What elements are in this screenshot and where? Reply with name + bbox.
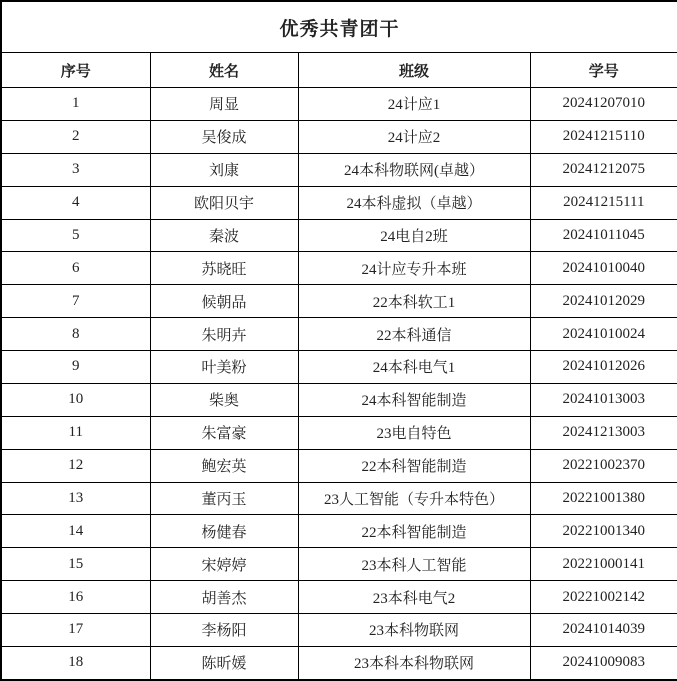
cell-student-id: 20241207010 [530,88,677,121]
table-row [1,120,677,153]
cell-number: 17 [1,614,150,647]
cell-student-id: 20241011045 [530,219,677,252]
cell-number: 8 [1,318,150,351]
cell-name: 秦波 [150,219,298,252]
cell-class: 24计应专升本班 [298,252,530,285]
cell-class: 23本科物联网 [298,614,530,647]
cell-name: 胡善杰 [150,581,298,614]
cell-number: 18 [1,646,150,680]
cell-name: 鲍宏英 [150,449,298,482]
cell-class: 22本科通信 [298,318,530,351]
cell-number: 11 [1,416,150,449]
header-row [1,53,677,88]
cell-class: 22本科软工1 [298,285,530,318]
cell-number: 13 [1,482,150,515]
cell-number: 6 [1,252,150,285]
col-header-number: 序号 [1,53,150,88]
cell-name: 李杨阳 [150,614,298,647]
col-header-class: 班级 [298,53,530,88]
cell-student-id: 20241010040 [530,252,677,285]
table-row [1,482,677,515]
cell-number: 16 [1,581,150,614]
cell-student-id: 20241012026 [530,351,677,384]
cell-student-id: 20241010024 [530,318,677,351]
cell-class: 24本科电气1 [298,351,530,384]
cell-student-id: 20221002142 [530,581,677,614]
table-row [1,252,677,285]
table-row [1,449,677,482]
cell-class: 24本科智能制造 [298,383,530,416]
cell-name: 候朝品 [150,285,298,318]
cell-number: 7 [1,285,150,318]
cell-name: 欧阳贝宇 [150,186,298,219]
cell-class: 23本科人工智能 [298,548,530,581]
cell-student-id: 20241013003 [530,383,677,416]
table-row [1,285,677,318]
title-row [1,1,677,53]
cell-class: 23人工智能（专升本特色） [298,482,530,515]
cell-number: 2 [1,120,150,153]
cell-number: 5 [1,219,150,252]
cell-student-id: 20221001340 [530,515,677,548]
cell-number: 9 [1,351,150,384]
cell-number: 10 [1,383,150,416]
cell-name: 周显 [150,88,298,121]
table-row [1,515,677,548]
table-row [1,351,677,384]
cell-name: 宋婷婷 [150,548,298,581]
cell-name: 朱明卉 [150,318,298,351]
col-header-name: 姓名 [150,53,298,88]
cell-class: 24本科物联网(卓越） [298,153,530,186]
table-row [1,318,677,351]
cell-student-id: 20241009083 [530,646,677,680]
table-row [1,646,677,680]
cell-student-id: 20241213003 [530,416,677,449]
cell-class: 23本科电气2 [298,581,530,614]
cell-number: 12 [1,449,150,482]
cell-class: 22本科智能制造 [298,449,530,482]
cell-student-id: 20241212075 [530,153,677,186]
cell-name: 苏晓旺 [150,252,298,285]
table-row [1,219,677,252]
cell-class: 23电自特色 [298,416,530,449]
table-row [1,581,677,614]
cell-class: 24计应1 [298,88,530,121]
table-row [1,88,677,121]
cell-name: 柴奥 [150,383,298,416]
col-header-student-id: 学号 [530,53,677,88]
cell-class: 22本科智能制造 [298,515,530,548]
cell-student-id: 20241215111 [530,186,677,219]
cell-name: 朱富豪 [150,416,298,449]
cell-name: 刘康 [150,153,298,186]
cell-name: 叶美粉 [150,351,298,384]
cell-number: 3 [1,153,150,186]
cell-number: 4 [1,186,150,219]
cell-name: 陈昕媛 [150,646,298,680]
table-row [1,383,677,416]
cell-number: 1 [1,88,150,121]
table-row [1,153,677,186]
table-row [1,548,677,581]
table-row [1,416,677,449]
cell-student-id: 20241014039 [530,614,677,647]
cell-number: 15 [1,548,150,581]
cell-student-id: 20241215110 [530,120,677,153]
cell-student-id: 20221000141 [530,548,677,581]
table-row [1,614,677,647]
cell-name: 杨健春 [150,515,298,548]
cell-name: 董丙玉 [150,482,298,515]
cell-student-id: 20221002370 [530,449,677,482]
table-title: 优秀共青团干 [1,1,677,53]
cell-name: 吴俊成 [150,120,298,153]
cell-student-id: 20221001380 [530,482,677,515]
cell-class: 24本科虚拟（卓越） [298,186,530,219]
cell-class: 24电自2班 [298,219,530,252]
cell-student-id: 20241012029 [530,285,677,318]
cell-number: 14 [1,515,150,548]
cell-class: 24计应2 [298,120,530,153]
table-row [1,186,677,219]
cell-class: 23本科本科物联网 [298,646,530,680]
